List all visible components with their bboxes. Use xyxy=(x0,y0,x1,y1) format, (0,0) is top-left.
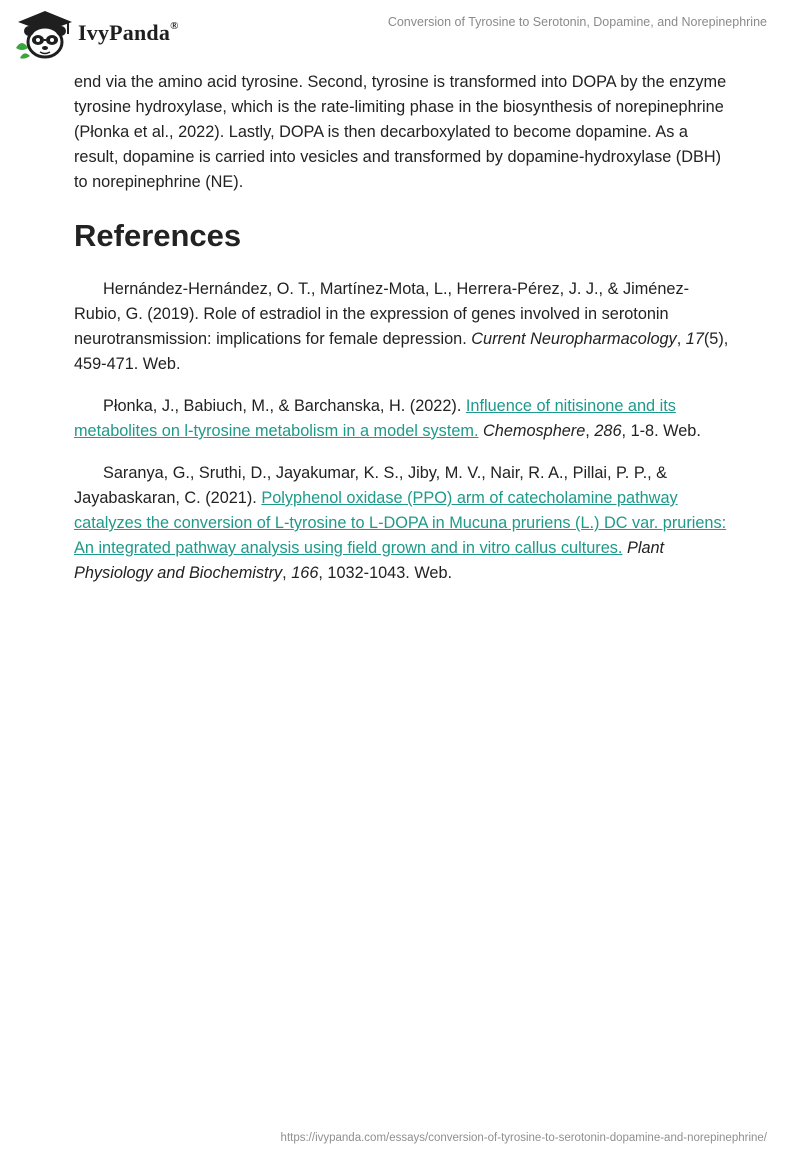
body-paragraph: end via the amino acid tyrosine. Second, tyrosine is transformed into DOPA by the enzyme tyrosine hydroxylase, which is the rate-limiting phase in the biosynthesis of norepinephrine (Płonka et al., 2022). Lastly, DOPA is then decarboxylated to become dopamine. As a result, dopamine is carried into vesicles and transformed by dopamine-hydroxylase (DBH) to norepinephrine (NE). xyxy=(74,73,727,191)
reference-link[interactable]: Influence of nitisinone and its metabolites on l-tyrosine metabolism in a model system. xyxy=(74,397,676,440)
reference-volume: 166 xyxy=(291,564,319,582)
brand-name[interactable]: IvyPanda® xyxy=(78,19,179,45)
document-content xyxy=(74,70,734,603)
reference-item xyxy=(74,277,734,377)
reference-link[interactable]: Polyphenol oxidase (PPO) arm of catecholamine pathway catalyzes the conversion of L-tyrosine to L-DOPA in Mucuna pruriens (L.) DC var. pruriens: An integrated pathway analysis using field grown and in vitro callus cultures. xyxy=(74,489,727,557)
footer-url[interactable]: https://ivypanda.com/essays/conversion-of-tyrosine-to-serotonin-dopamine-and-norepinephrine/ xyxy=(280,1132,767,1144)
reference-authors: Saranya, G., Sruthi, D., Jayakumar, K. S., Jiby, M. V., Nair, R. A., Pillai, P. P., & Jayabaskaran, C. (2021). xyxy=(74,464,668,507)
references-heading: References xyxy=(74,218,242,253)
document-title: Conversion of Tyrosine to Serotonin, Dopamine, and Norepinephrine xyxy=(387,15,767,29)
reference-authors: Płonka, J., Babiuch, M., & Barchanska, H. (2022). xyxy=(103,397,466,415)
references-list xyxy=(74,277,734,586)
page-header xyxy=(0,0,800,70)
reference-separator: , xyxy=(585,422,595,440)
reference-authors: Hernández-Hernández, O. T., Martínez-Mota, L., Herrera-Pérez, J. J., & Jiménez-Rubio, G. (2019). Role of estradiol in the expression of genes involved in serotonin neurotransmission: implications for female depression. xyxy=(74,280,690,348)
panda-graduate-icon[interactable] xyxy=(14,8,76,60)
reference-separator: , xyxy=(676,330,686,348)
reference-volume: 17 xyxy=(685,330,704,348)
reference-item xyxy=(74,394,734,444)
reference-journal: Chemosphere xyxy=(483,422,586,440)
reference-tail: (5), 459-471. Web. xyxy=(74,330,729,373)
reference-tail: , 1-8. Web. xyxy=(621,422,701,440)
reference-volume: 286 xyxy=(594,422,622,440)
reference-journal: Current Neuropharmacology xyxy=(471,330,677,348)
reference-journal: Plant Physiology and Biochemistry xyxy=(74,539,665,582)
reference-item xyxy=(74,461,734,586)
reference-separator: , xyxy=(282,564,292,582)
reference-tail: , 1032-1043. Web. xyxy=(318,564,453,582)
